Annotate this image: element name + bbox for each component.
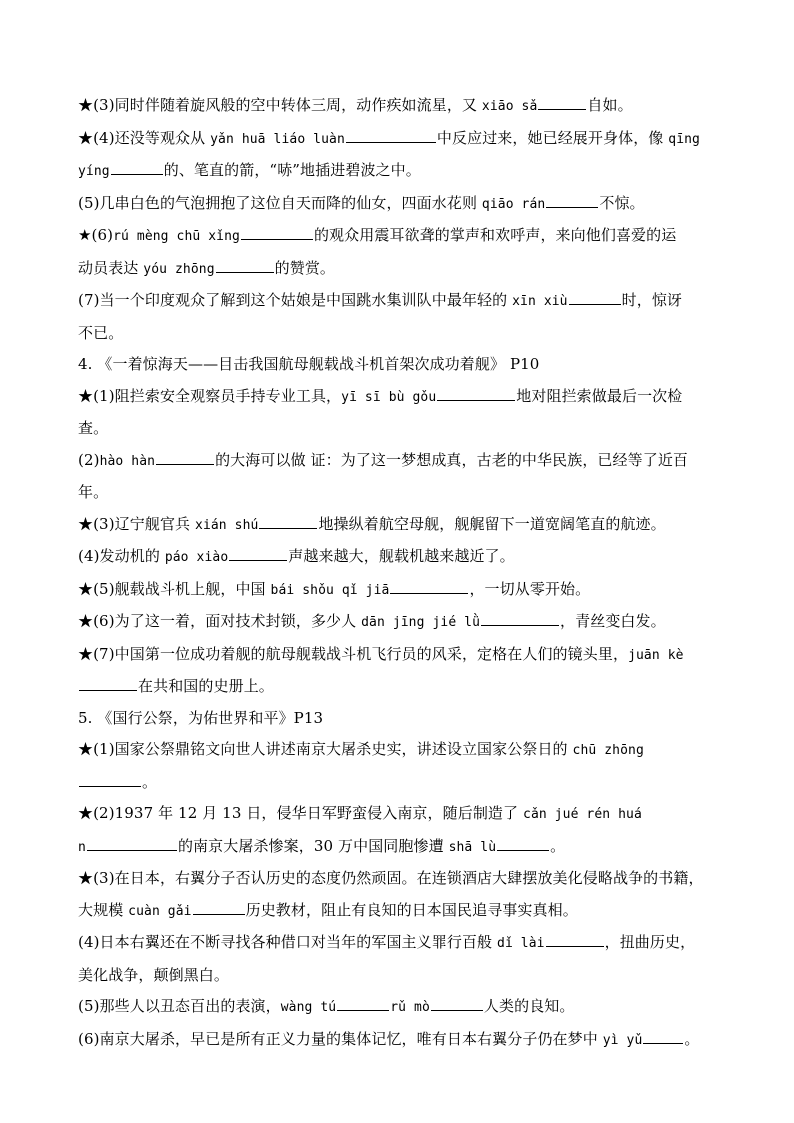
line-30: (6)南京大屠杀，早已是所有正义力量的集体记忆，唯有日本右翼分子仍在梦中 yì yǔ 。 xyxy=(78,1029,700,1048)
answer-blank[interactable] xyxy=(156,463,214,465)
line-28: 美化战争，颠倒黑白。 xyxy=(78,965,230,984)
line-15: (4)发动机的 páo xiào 声越来越大，舰载机越来越近了。 xyxy=(78,547,515,565)
line-5: ★(6)rú mèng chū xǐng 的观众用震耳欲聋的掌声和欢呼声，来向他们喜爱的运 xyxy=(78,226,677,244)
answer-blank[interactable] xyxy=(569,303,621,305)
answer-blank[interactable] xyxy=(546,206,598,208)
line-21: ★(1)国家公祭鼎铭文向世人讲述南京大屠杀史实，讲述设立国家公祭日的 chū zhōng xyxy=(78,740,644,758)
answer-blank[interactable] xyxy=(431,1009,483,1011)
line-22: 。 xyxy=(78,767,738,799)
answer-blank[interactable] xyxy=(497,849,549,851)
answer-blank[interactable] xyxy=(643,1042,683,1044)
line-6: 动员表达 yóu zhōng 的赞赏。 xyxy=(78,258,336,277)
line-18: ★(7)中国第一位成功着舰的航母舰载战斗机飞行员的风采，定格在人们的镜头里，juān kè xyxy=(78,644,684,663)
line-27: (4)日本右翼还在不断寻找各种借口对当年的军国主义罪行百般 dǐ lài ，扭曲历史， xyxy=(78,933,696,951)
answer-blank[interactable] xyxy=(538,108,586,110)
line-2: ★(4)还没等观众从 yǎn huā liáo luàn 中反应过来，她已经展开身体，像 qīng xyxy=(78,128,700,147)
line-10: ★(1)阻拦索安全观察员手持专业工具，yī sī bù gǒu 地对阻拦索做最后一次检 xyxy=(78,386,683,405)
line-16: ★(5)舰载战斗机上舰，中国 bái shǒu qǐ jiā ，一切从零开始。 xyxy=(78,579,591,598)
answer-blank[interactable] xyxy=(259,527,317,529)
line-3: yíng 的、笔直的箭，“哧”地插进碧波之中。 xyxy=(78,161,421,179)
answer-blank[interactable] xyxy=(193,913,245,915)
line-11: 查。 xyxy=(78,419,109,437)
answer-blank[interactable] xyxy=(337,1009,389,1011)
section-heading-4: 4. 《一着惊海天——目击我国航母舰载战斗机首架次成功着舰》 P10 xyxy=(78,355,540,373)
line-4: (5)几串白色的气泡拥抱了这位自天而降的仙女，四面水花则 qiāo rán 不惊。 xyxy=(78,193,645,212)
line-29: (5)那些人以丑态百出的表演，wàng tú rǔ mò 人类的良知。 xyxy=(78,997,575,1015)
answer-blank[interactable] xyxy=(390,592,468,594)
line-24: n 的南京大屠杀惨案，30 万中国同胞惨遭 shā lù 。 xyxy=(78,836,566,855)
answer-blank[interactable] xyxy=(229,559,287,561)
answer-blank[interactable] xyxy=(216,271,274,273)
line-7: (7)当一个印度观众了解到这个姑娘是中国跳水集训队中最年轻的 xīn xiù 时，惊讶 xyxy=(78,291,683,309)
line-13: 年。 xyxy=(78,483,109,501)
answer-blank[interactable] xyxy=(79,785,141,787)
line-1: ★(3)同时伴随着旋风般的空中转体三周，动作疾如流星，又 xiāo sǎ 自如。 xyxy=(78,96,633,114)
answer-blank[interactable] xyxy=(79,689,137,691)
answer-blank[interactable] xyxy=(241,238,313,240)
answer-blank[interactable] xyxy=(546,945,604,947)
line-14: ★(3)辽宁舰官兵 xián shú 地操纵着航空母舰，舰艉留下一道宽阔笔直的航迹。 xyxy=(78,514,666,533)
line-23: ★(2)1937 年 12 月 13 日，侵华日军野蛮侵入南京，随后制造了 cǎn jué rén huá xyxy=(78,804,642,822)
section-heading-5: 5. 《国行公祭，为佑世界和平》P13 xyxy=(78,708,324,727)
answer-blank[interactable] xyxy=(111,173,163,175)
answer-blank[interactable] xyxy=(87,849,177,851)
line-12: (2)hào hàn 的大海可以做 证：为了这一梦想成真，古老的中华民族，已经等了近百 xyxy=(78,450,689,469)
answer-blank[interactable] xyxy=(346,141,436,143)
line-8: 不已。 xyxy=(78,323,124,342)
answer-blank[interactable] xyxy=(481,624,559,626)
line-26: 大规模 cuàn gǎi 历史教材，阻止有良知的日本国民追寻事实真相。 xyxy=(78,900,578,919)
line-17: ★(6)为了这一着，面对技术封锁，多少人 dān jīng jié lǜ ，青丝变白发。 xyxy=(78,612,666,630)
answer-blank[interactable] xyxy=(437,399,515,401)
line-19: 在共和国的史册上。 xyxy=(78,671,738,703)
line-25: ★(3)在日本，右翼分子否认历史的态度仍然顽固。在连锁酒店大肆摆放美化侵略战争的书籍， xyxy=(78,869,704,887)
